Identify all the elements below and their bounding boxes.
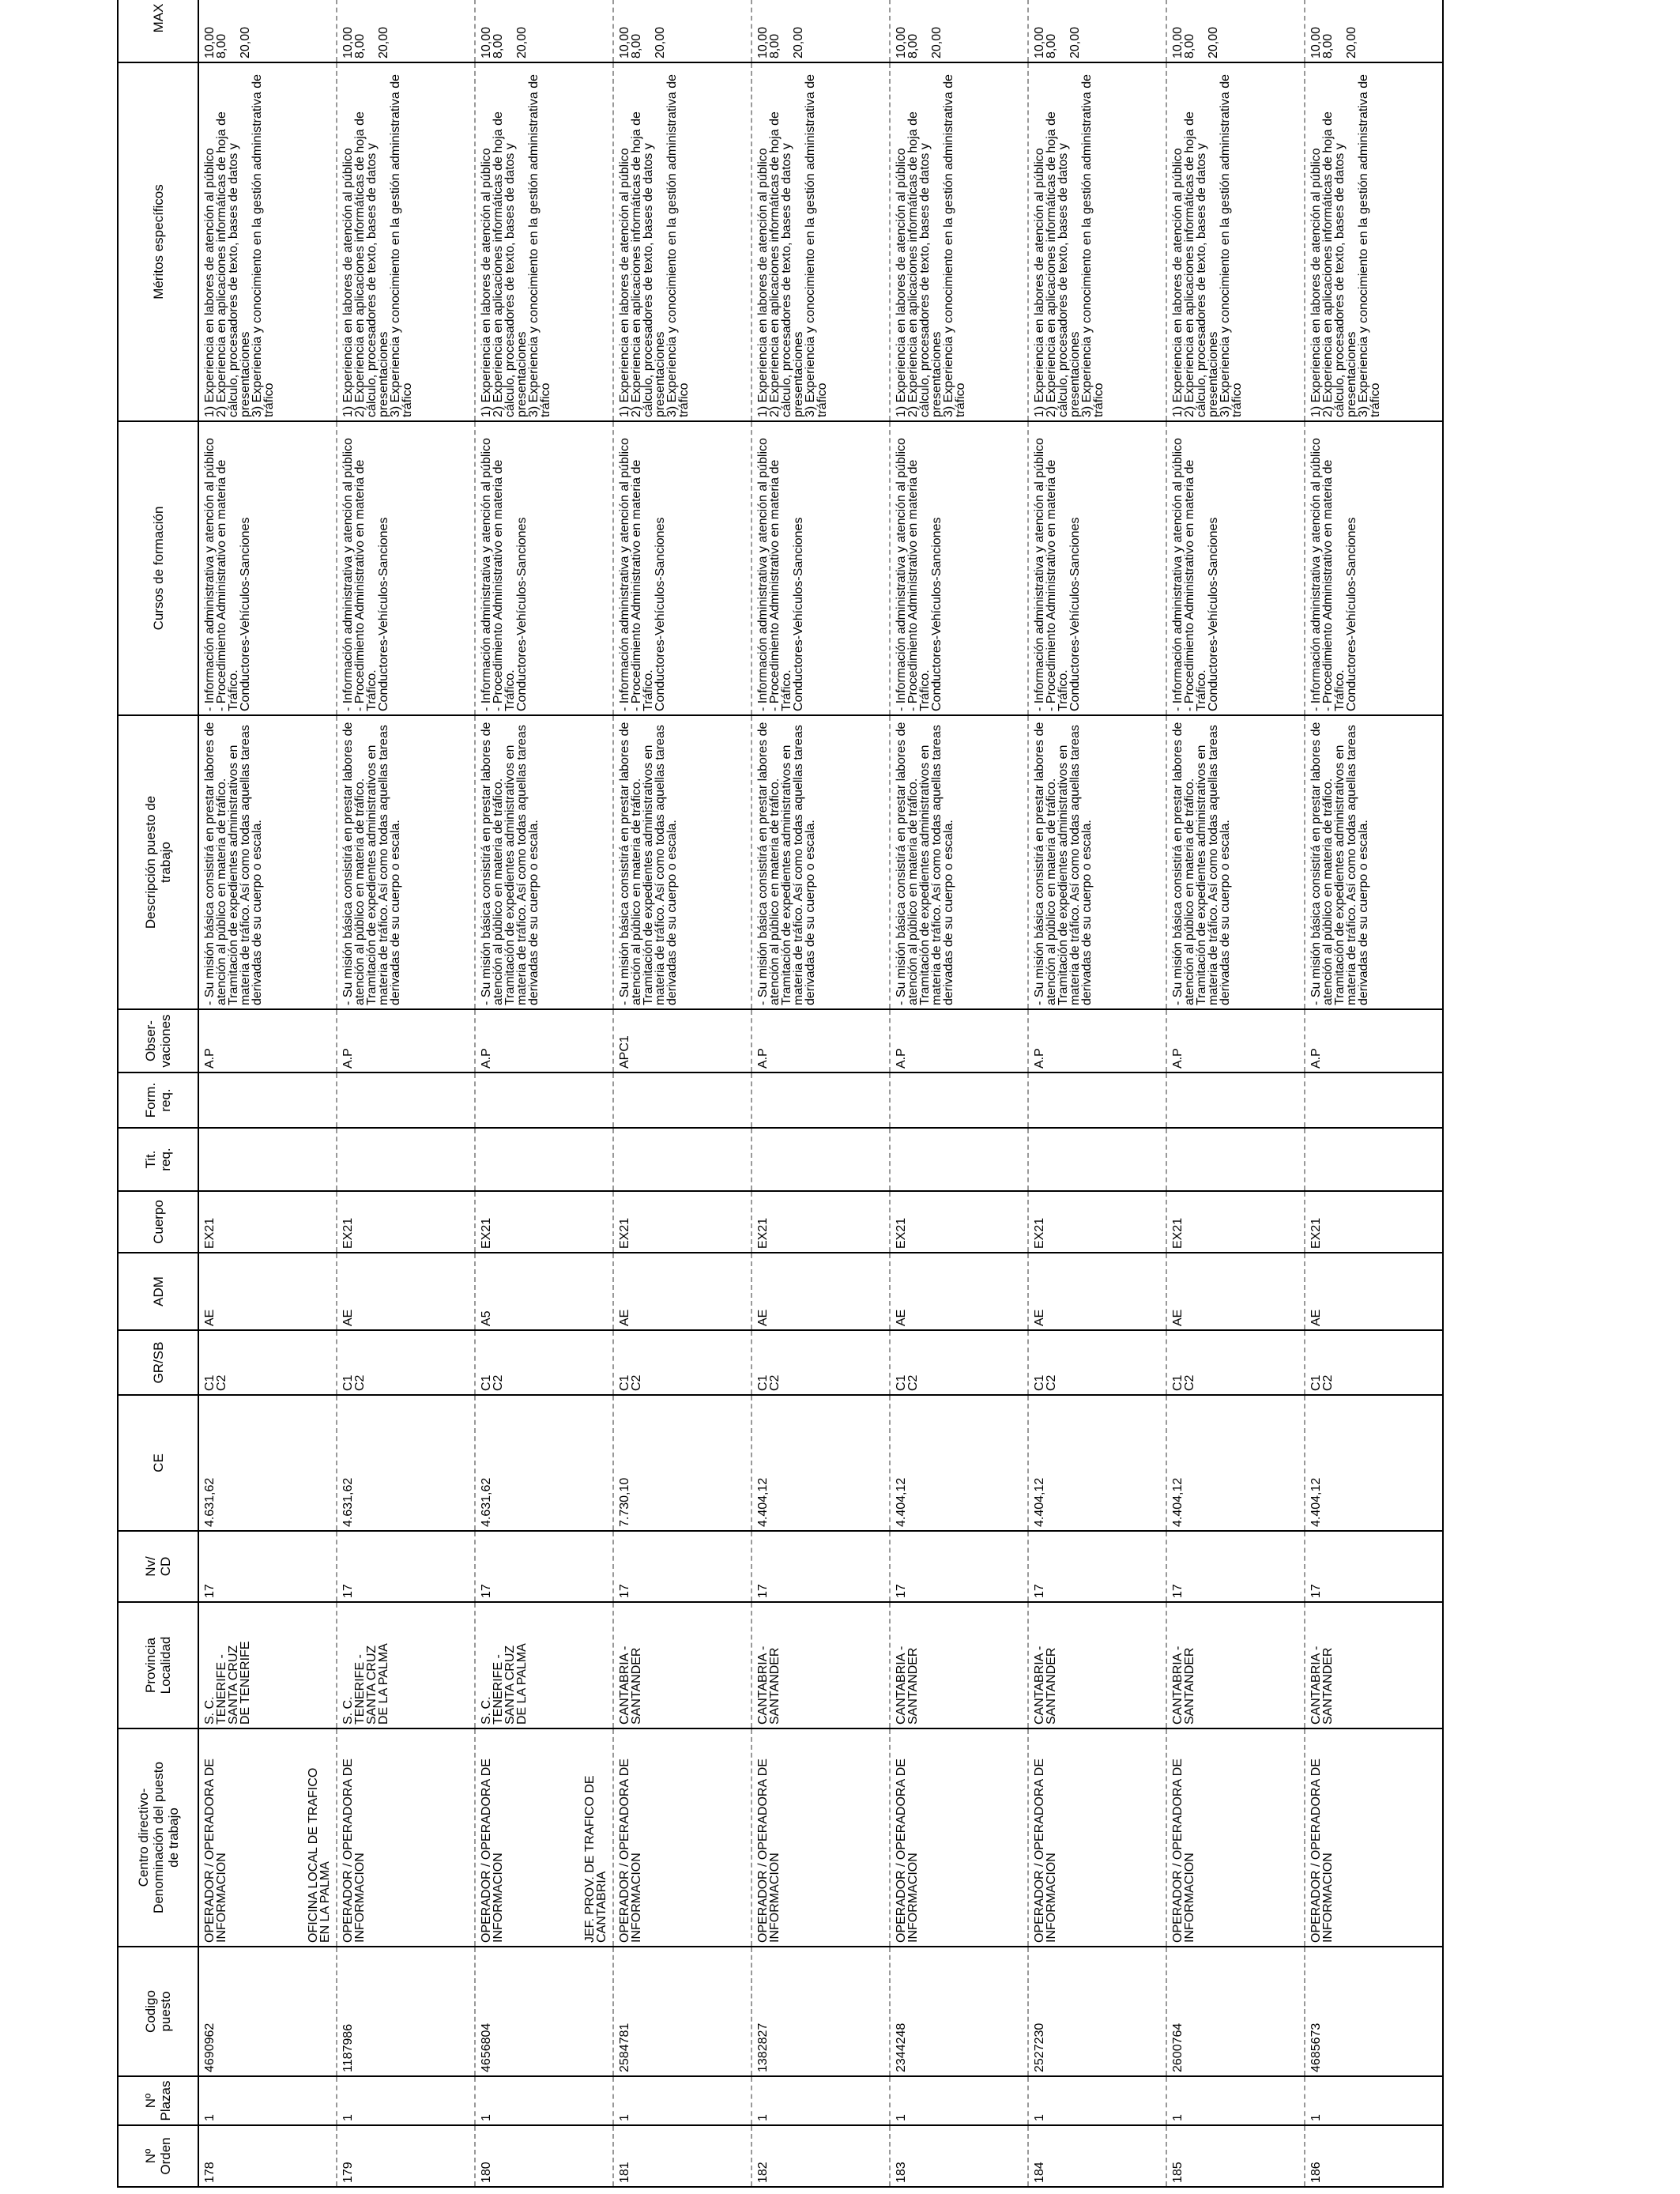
cell-adm: AE bbox=[613, 1253, 751, 1330]
table-row bbox=[613, 0, 751, 2187]
cell-ce: 4.404,12 bbox=[1028, 1395, 1166, 1531]
table-row bbox=[1166, 0, 1305, 2187]
cell-codigo: 2600764 bbox=[1166, 1947, 1305, 2076]
cell-max: 10,00 8,00 20,00 bbox=[1166, 0, 1305, 62]
cell-nivel: 17 bbox=[1305, 1531, 1443, 1602]
cell-grupo: C1 C2 bbox=[198, 1330, 337, 1395]
cell-orden: 182 bbox=[751, 2125, 890, 2187]
cell-tit bbox=[890, 1128, 1028, 1191]
cell-tit bbox=[613, 1128, 751, 1191]
cell-grupo: C1 C2 bbox=[613, 1330, 751, 1395]
header-nivel: Nv/ CD bbox=[118, 1531, 198, 1602]
header-orden: Nº Orden bbox=[118, 2125, 198, 2187]
cell-descripcion: - Su misión básica consistirá en prestar labores de atención al público en materia de tráfico. Tramitación de expedientes administrativos en materia de tráfico. Así como todas aquellas tareas derivadas de su cuerpo o escala. bbox=[475, 715, 613, 1009]
cell-codigo: 1187986 bbox=[337, 1947, 475, 2076]
cell-nivel: 17 bbox=[1028, 1531, 1166, 1602]
cell-cursos: - Información administrativa y atención al público - Procedimiento Administrativo en materia de Tráfico. Conductores-Vehículos-Sanciones bbox=[890, 421, 1028, 715]
table-row bbox=[890, 0, 1028, 2187]
cell-provincia: CANTABRIA - SANTANDER bbox=[751, 1602, 890, 1728]
cell-grupo: C1 C2 bbox=[751, 1330, 890, 1395]
table-row bbox=[1028, 0, 1166, 2187]
cell-grupo: C1 C2 bbox=[475, 1330, 613, 1395]
cell-max: 10,00 8,00 20,00 bbox=[1305, 0, 1443, 62]
cell-form bbox=[198, 1072, 337, 1128]
cell-nivel: 17 bbox=[475, 1531, 613, 1602]
cell-provincia: CANTABRIA - SANTANDER bbox=[1028, 1602, 1166, 1728]
cell-centro: OPERADOR / OPERADORA DE INFORMACION bbox=[198, 1728, 337, 1947]
cell-codigo: 4690962 bbox=[198, 1947, 337, 2076]
cell-plazas: 1 bbox=[475, 2076, 613, 2125]
header-provincia: Provincia Localidad bbox=[118, 1602, 198, 1728]
cell-meritos: 1) Experiencia en labores de atención al público 2) Experiencia en aplicaciones informáticas de hoja de cálculo, procesadores de texto, bases de datos y presentaciones 3) Experiencia y conocimiento en la gestión administrativa de tráfico bbox=[198, 62, 337, 421]
cell-centro: OPERADOR / OPERADORA DE INFORMACION bbox=[1028, 1728, 1166, 1947]
cell-orden: 184 bbox=[1028, 2125, 1166, 2187]
cell-meritos: 1) Experiencia en labores de atención al público 2) Experiencia en aplicaciones informáticas de hoja de cálculo, procesadores de texto, bases de datos y presentaciones 3) Experiencia y conocimiento en la gestión administrativa de tráfico bbox=[1305, 62, 1443, 421]
cell-plazas: 1 bbox=[613, 2076, 751, 2125]
cell-plazas: 1 bbox=[337, 2076, 475, 2125]
cell-codigo: 2584781 bbox=[613, 1947, 751, 2076]
cell-cuerpo: EX21 bbox=[1166, 1191, 1305, 1253]
cell-provincia: S. C. TENERIFE - SANTA CRUZ DE LA PALMA bbox=[475, 1602, 613, 1728]
cell-codigo: 2527230 bbox=[1028, 1947, 1166, 2076]
cell-plazas: 1 bbox=[198, 2076, 337, 2125]
cell-form bbox=[1028, 1072, 1166, 1128]
cell-provincia: CANTABRIA - SANTANDER bbox=[890, 1602, 1028, 1728]
cell-orden: 179 bbox=[337, 2125, 475, 2187]
cell-codigo: 4685673 bbox=[1305, 1947, 1443, 2076]
cell-obs: A.P bbox=[198, 1009, 337, 1072]
cell-orden: 180 bbox=[475, 2125, 613, 2187]
cell-cuerpo: EX21 bbox=[198, 1191, 337, 1253]
cell-codigo: 2344248 bbox=[890, 1947, 1028, 2076]
cell-obs: A.P bbox=[475, 1009, 613, 1072]
cell-cursos: - Información administrativa y atención al público - Procedimiento Administrativo en materia de Tráfico. Conductores-Vehículos-Sanciones bbox=[613, 421, 751, 715]
header-obs: Obser- vaciones bbox=[118, 1009, 198, 1072]
cell-max: 10,00 8,00 20,00 bbox=[475, 0, 613, 62]
header-form: Form. req. bbox=[118, 1072, 198, 1128]
cell-cursos: - Información administrativa y atención al público - Procedimiento Administrativo en materia de Tráfico. Conductores-Vehículos-Sanciones bbox=[198, 421, 337, 715]
cell-provincia: S. C. TENERIFE - SANTA CRUZ DE LA PALMA bbox=[337, 1602, 475, 1728]
cell-form bbox=[613, 1072, 751, 1128]
cell-max: 10,00 8,00 20,00 bbox=[337, 0, 475, 62]
cell-max: 10,00 8,00 20,00 bbox=[751, 0, 890, 62]
cell-form bbox=[751, 1072, 890, 1128]
header-cuerpo: Cuerpo bbox=[118, 1191, 198, 1253]
cell-cuerpo: EX21 bbox=[475, 1191, 613, 1253]
cell-plazas: 1 bbox=[890, 2076, 1028, 2125]
cell-adm: AE bbox=[890, 1253, 1028, 1330]
cell-plazas: 1 bbox=[751, 2076, 890, 2125]
table-row bbox=[751, 0, 890, 2187]
cell-descripcion: - Su misión básica consistirá en prestar labores de atención al público en materia de tráfico. Tramitación de expedientes administrativos en materia de tráfico. Así como todas aquellas tareas derivadas de su cuerpo o escala. bbox=[613, 715, 751, 1009]
cell-orden: 186 bbox=[1305, 2125, 1443, 2187]
cell-centro bbox=[583, 1728, 751, 1947]
cell-cursos: - Información administrativa y atención al público - Procedimiento Administrativo en materia de Tráfico. Conductores-Vehículos-Sanciones bbox=[475, 421, 613, 715]
cell-nivel: 17 bbox=[890, 1531, 1028, 1602]
puestos-table bbox=[117, 0, 1444, 2188]
cell-adm: A5 bbox=[475, 1253, 613, 1330]
cell-adm: AE bbox=[1305, 1253, 1443, 1330]
centro-denominacion: OPERADOR / OPERADORA DE INFORMACION bbox=[618, 1759, 643, 1943]
header-descripcion: Descripción puesto de trabajo bbox=[118, 715, 198, 1009]
cell-ce: 4.404,12 bbox=[751, 1395, 890, 1531]
cell-adm: AE bbox=[751, 1253, 890, 1330]
centro-directivo-heading: OFICINA LOCAL DE TRAFICO EN LA PALMA bbox=[307, 1767, 332, 1943]
cell-tit bbox=[1166, 1128, 1305, 1191]
cell-obs: A.P bbox=[1305, 1009, 1443, 1072]
cell-max: 10,00 8,00 20,00 bbox=[890, 0, 1028, 62]
cell-tit bbox=[1305, 1128, 1443, 1191]
cell-descripcion: - Su misión básica consistirá en prestar labores de atención al público en materia de tráfico. Tramitación de expedientes administrativos en materia de tráfico. Así como todas aquellas tareas derivadas de su cuerpo o escala. bbox=[1028, 715, 1166, 1009]
cell-cursos: - Información administrativa y atención al público - Procedimiento Administrativo en materia de Tráfico. Conductores-Vehículos-Sanciones bbox=[337, 421, 475, 715]
cell-ce: 4.404,12 bbox=[1166, 1395, 1305, 1531]
cell-form bbox=[337, 1072, 475, 1128]
cell-obs: A.P bbox=[751, 1009, 890, 1072]
cell-tit bbox=[198, 1128, 337, 1191]
cell-provincia: CANTABRIA - SANTANDER bbox=[1166, 1602, 1305, 1728]
cell-cursos: - Información administrativa y atención al público - Procedimiento Administrativo en materia de Tráfico. Conductores-Vehículos-Sanciones bbox=[751, 421, 890, 715]
cell-obs: A.P bbox=[1028, 1009, 1166, 1072]
cell-meritos: 1) Experiencia en labores de atención al público 2) Experiencia en aplicaciones informáticas de hoja de cálculo, procesadores de texto, bases de datos y presentaciones 3) Experiencia y conocimiento en la gestión administrativa de tráfico bbox=[613, 62, 751, 421]
cell-meritos: 1) Experiencia en labores de atención al público 2) Experiencia en aplicaciones informáticas de hoja de cálculo, procesadores de texto, bases de datos y presentaciones 3) Experiencia y conocimiento en la gestión administrativa de tráfico bbox=[890, 62, 1028, 421]
cell-descripcion: - Su misión básica consistirá en prestar labores de atención al público en materia de tráfico. Tramitación de expedientes administrativos en materia de tráfico. Así como todas aquellas tareas derivadas de su cuerpo o escala. bbox=[1305, 715, 1443, 1009]
cell-max: 10,00 8,00 20,00 bbox=[613, 0, 751, 62]
cell-grupo: C1 C2 bbox=[337, 1330, 475, 1395]
cell-form bbox=[1166, 1072, 1305, 1128]
cell-obs: APC1 bbox=[613, 1009, 751, 1072]
header-ce: CE bbox=[118, 1395, 198, 1531]
cell-cursos: - Información administrativa y atención al público - Procedimiento Administrativo en materia de Tráfico. Conductores-Vehículos-Sanciones bbox=[1028, 421, 1166, 715]
cell-grupo: C1 C2 bbox=[1166, 1330, 1305, 1395]
cell-grupo: C1 C2 bbox=[1028, 1330, 1166, 1395]
cell-orden: 183 bbox=[890, 2125, 1028, 2187]
cell-adm: AE bbox=[337, 1253, 475, 1330]
table-row bbox=[337, 0, 475, 2187]
centro-denominacion: OPERADOR / OPERADORA DE INFORMACION bbox=[341, 1759, 367, 1943]
cell-max: 10,00 8,00 20,00 bbox=[1028, 0, 1166, 62]
header-plazas: Nº Plazas bbox=[118, 2076, 198, 2125]
cell-orden: 181 bbox=[613, 2125, 751, 2187]
cell-orden: 178 bbox=[198, 2125, 337, 2187]
cell-form bbox=[890, 1072, 1028, 1128]
cell-cuerpo: EX21 bbox=[751, 1191, 890, 1253]
header-centro: Centro directivo- Denominación del puesto de trabajo bbox=[118, 1728, 198, 1947]
cell-tit bbox=[1028, 1128, 1166, 1191]
cell-plazas: 1 bbox=[1305, 2076, 1443, 2125]
cell-adm: AE bbox=[1028, 1253, 1166, 1330]
header-meritos: Méritos específicos bbox=[118, 62, 198, 421]
cell-centro bbox=[307, 1728, 475, 1947]
table-row bbox=[1305, 0, 1443, 2187]
cell-tit bbox=[751, 1128, 890, 1191]
cell-grupo: C1 C2 bbox=[1305, 1330, 1443, 1395]
header-row bbox=[118, 0, 198, 2187]
cell-ce: 4.631,62 bbox=[198, 1395, 337, 1531]
cell-ce: 7.730,10 bbox=[613, 1395, 751, 1531]
cell-max: 10,00 8,00 20,00 bbox=[198, 0, 337, 62]
cell-provincia: CANTABRIA - SANTANDER bbox=[613, 1602, 751, 1728]
cell-adm: AE bbox=[198, 1253, 337, 1330]
cell-tit bbox=[337, 1128, 475, 1191]
cell-descripcion: - Su misión básica consistirá en prestar labores de atención al público en materia de tráfico. Tramitación de expedientes administrativos en materia de tráfico. Así como todas aquellas tareas derivadas de su cuerpo o escala. bbox=[890, 715, 1028, 1009]
header-grupo: GR/SB bbox=[118, 1330, 198, 1395]
cell-codigo: 4656804 bbox=[475, 1947, 613, 2076]
cell-obs: A.P bbox=[890, 1009, 1028, 1072]
cell-ce: 4.404,12 bbox=[1305, 1395, 1443, 1531]
cell-tit bbox=[475, 1128, 613, 1191]
cell-obs: A.P bbox=[1166, 1009, 1305, 1072]
cell-centro: OPERADOR / OPERADORA DE INFORMACION bbox=[751, 1728, 890, 1947]
cell-provincia: S. C. TENERIFE - SANTA CRUZ DE TENERIFE bbox=[198, 1602, 337, 1728]
cell-cuerpo: EX21 bbox=[1305, 1191, 1443, 1253]
cell-cuerpo: EX21 bbox=[613, 1191, 751, 1253]
header-cursos: Cursos de formación bbox=[118, 421, 198, 715]
cell-plazas: 1 bbox=[1166, 2076, 1305, 2125]
cell-nivel: 17 bbox=[337, 1531, 475, 1602]
cell-cuerpo: EX21 bbox=[890, 1191, 1028, 1253]
header-codigo: Codigo puesto bbox=[118, 1947, 198, 2076]
cell-meritos: 1) Experiencia en labores de atención al público 2) Experiencia en aplicaciones informáticas de hoja de cálculo, procesadores de texto, bases de datos y presentaciones 3) Experiencia y conocimiento en la gestión administrativa de tráfico bbox=[1166, 62, 1305, 421]
cell-nivel: 17 bbox=[613, 1531, 751, 1602]
cell-grupo: C1 C2 bbox=[890, 1330, 1028, 1395]
cell-cuerpo: EX21 bbox=[337, 1191, 475, 1253]
cell-codigo: 1382827 bbox=[751, 1947, 890, 2076]
cell-centro: OPERADOR / OPERADORA DE INFORMACION bbox=[890, 1728, 1028, 1947]
cell-form bbox=[1305, 1072, 1443, 1128]
cell-nivel: 17 bbox=[751, 1531, 890, 1602]
header-tit: Tit. req. bbox=[118, 1128, 198, 1191]
cell-ce: 4.404,12 bbox=[890, 1395, 1028, 1531]
cell-provincia: CANTABRIA - SANTANDER bbox=[1305, 1602, 1443, 1728]
cell-form bbox=[475, 1072, 613, 1128]
cell-nivel: 17 bbox=[198, 1531, 337, 1602]
cell-descripcion: - Su misión básica consistirá en prestar labores de atención al público en materia de tráfico. Tramitación de expedientes administrativos en materia de tráfico. Así como todas aquellas tareas derivadas de su cuerpo o escala. bbox=[751, 715, 890, 1009]
cell-orden: 185 bbox=[1166, 2125, 1305, 2187]
cell-meritos: 1) Experiencia en labores de atención al público 2) Experiencia en aplicaciones informáticas de hoja de cálculo, procesadores de texto, bases de datos y presentaciones 3) Experiencia y conocimiento en la gestión administrativa de tráfico bbox=[1028, 62, 1166, 421]
cell-centro: OPERADOR / OPERADORA DE INFORMACION bbox=[475, 1728, 613, 1947]
cell-centro: OPERADOR / OPERADORA DE INFORMACION bbox=[1166, 1728, 1305, 1947]
cell-descripcion: - Su misión básica consistirá en prestar labores de atención al público en materia de tráfico. Tramitación de expedientes administrativos en materia de tráfico. Así como todas aquellas tareas derivadas de su cuerpo o escala. bbox=[337, 715, 475, 1009]
cell-plazas: 1 bbox=[1028, 2076, 1166, 2125]
cell-nivel: 17 bbox=[1166, 1531, 1305, 1602]
cell-centro: OPERADOR / OPERADORA DE INFORMACION bbox=[1305, 1728, 1443, 1947]
cell-descripcion: - Su misión básica consistirá en prestar labores de atención al público en materia de tráfico. Tramitación de expedientes administrativos en materia de tráfico. Así como todas aquellas tareas derivadas de su cuerpo o escala. bbox=[1166, 715, 1305, 1009]
cell-meritos: 1) Experiencia en labores de atención al público 2) Experiencia en aplicaciones informáticas de hoja de cálculo, procesadores de texto, bases de datos y presentaciones 3) Experiencia y conocimiento en la gestión administrativa de tráfico bbox=[751, 62, 890, 421]
cell-adm: AE bbox=[1166, 1253, 1305, 1330]
cell-cursos: - Información administrativa y atención al público - Procedimiento Administrativo en materia de Tráfico. Conductores-Vehículos-Sanciones bbox=[1305, 421, 1443, 715]
header-max: MAX bbox=[118, 0, 198, 62]
cell-ce: 4.631,62 bbox=[475, 1395, 613, 1531]
rotated-page bbox=[117, 3, 1609, 2188]
cell-obs: A.P bbox=[337, 1009, 475, 1072]
cell-meritos: 1) Experiencia en labores de atención al público 2) Experiencia en aplicaciones informáticas de hoja de cálculo, procesadores de texto, bases de datos y presentaciones 3) Experiencia y conocimiento en la gestión administrativa de tráfico bbox=[475, 62, 613, 421]
cell-meritos: 1) Experiencia en labores de atención al público 2) Experiencia en aplicaciones informáticas de hoja de cálculo, procesadores de texto, bases de datos y presentaciones 3) Experiencia y conocimiento en la gestión administrativa de tráfico bbox=[337, 62, 475, 421]
header-adm: ADM bbox=[118, 1253, 198, 1330]
cell-ce: 4.631,62 bbox=[337, 1395, 475, 1531]
cell-cursos: - Información administrativa y atención al público - Procedimiento Administrativo en materia de Tráfico. Conductores-Vehículos-Sanciones bbox=[1166, 421, 1305, 715]
cell-cuerpo: EX21 bbox=[1028, 1191, 1166, 1253]
centro-directivo-heading: JEF. PROV. DE TRAFICO DE CANTABRIA bbox=[583, 1775, 608, 1943]
cell-descripcion: - Su misión básica consistirá en prestar labores de atención al público en materia de tráfico. Tramitación de expedientes administrativos en materia de tráfico. Así como todas aquellas tareas derivadas de su cuerpo o escala. bbox=[198, 715, 337, 1009]
